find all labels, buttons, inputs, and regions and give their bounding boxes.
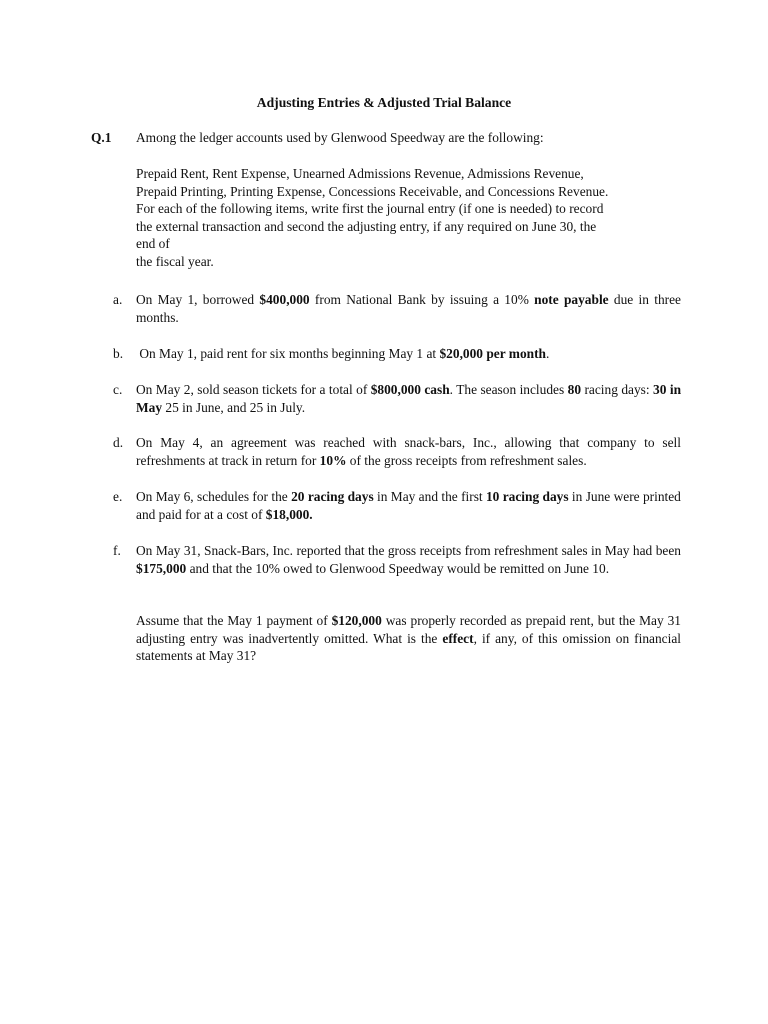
item-a-text: On May 1, borrowed $400,000 from National Bank by issuing a 10% note payable due in three months. (136, 292, 681, 325)
item-b-text: On May 1, paid rent for six months beginning May 1 at $20,000 per month. (136, 346, 550, 361)
accounts-line: the fiscal year. (136, 253, 214, 269)
item-letter-d: d. (113, 435, 124, 450)
document-title: Adjusting Entries & Adjusted Trial Balance (256, 95, 512, 110)
accounts-line: end of (136, 236, 170, 252)
item-letter-f: f. (113, 543, 121, 558)
question-label: Q.1 (91, 130, 112, 145)
item-letter-e: e. (113, 489, 123, 504)
accounts-line: the external transaction and second the adjusting entry, if any required on June 30, the (136, 218, 597, 234)
item-letter-c: c. (113, 382, 123, 397)
item-c-text: On May 2, sold season tickets for a total of $800,000 cash. The season includes 80 racing days: 30 in May 25 in June, and 25 in July. (136, 382, 682, 415)
item-d-text: On May 4, an agreement was reached with snack-bars, Inc., allowing that company to sell refreshments at track in return for 10% of the gross receipts from refreshment sales. (136, 435, 681, 468)
item-letter-b: b. (113, 346, 124, 361)
accounts-line: Prepaid Printing, Printing Expense, Concessions Receivable, and Concessions Revenue. (136, 183, 609, 199)
item-f-text: On May 31, Snack-Bars, Inc. reported that the gross receipts from refreshment sales in May had been $175,000 and that the 10% owed to Glenwood Speedway would be remitted on June 10. (136, 543, 681, 576)
accounts-line: Prepaid Rent, Rent Expense, Unearned Admissions Revenue, Admissions Revenue, (136, 166, 584, 181)
closing-question: Assume that the May 1 payment of $120,000 was properly recorded as prepaid rent, but the May 31 adjusting entry was inadvertently omitted. What is the effect, if any, of this omission on financial statements at May 31? (136, 613, 682, 664)
item-letter-a: a. (113, 292, 123, 307)
accounts-paragraph (136, 165, 681, 271)
item-e-text: On May 6, schedules for the 20 racing days in May and the first 10 racing days in June were printed and paid for at a cost of $18,000. (136, 489, 681, 522)
accounts-line: For each of the following items, write first the journal entry (if one is needed) to record (136, 201, 604, 217)
question-intro: Among the ledger accounts used by Glenwood Speedway are the following: (136, 130, 544, 145)
